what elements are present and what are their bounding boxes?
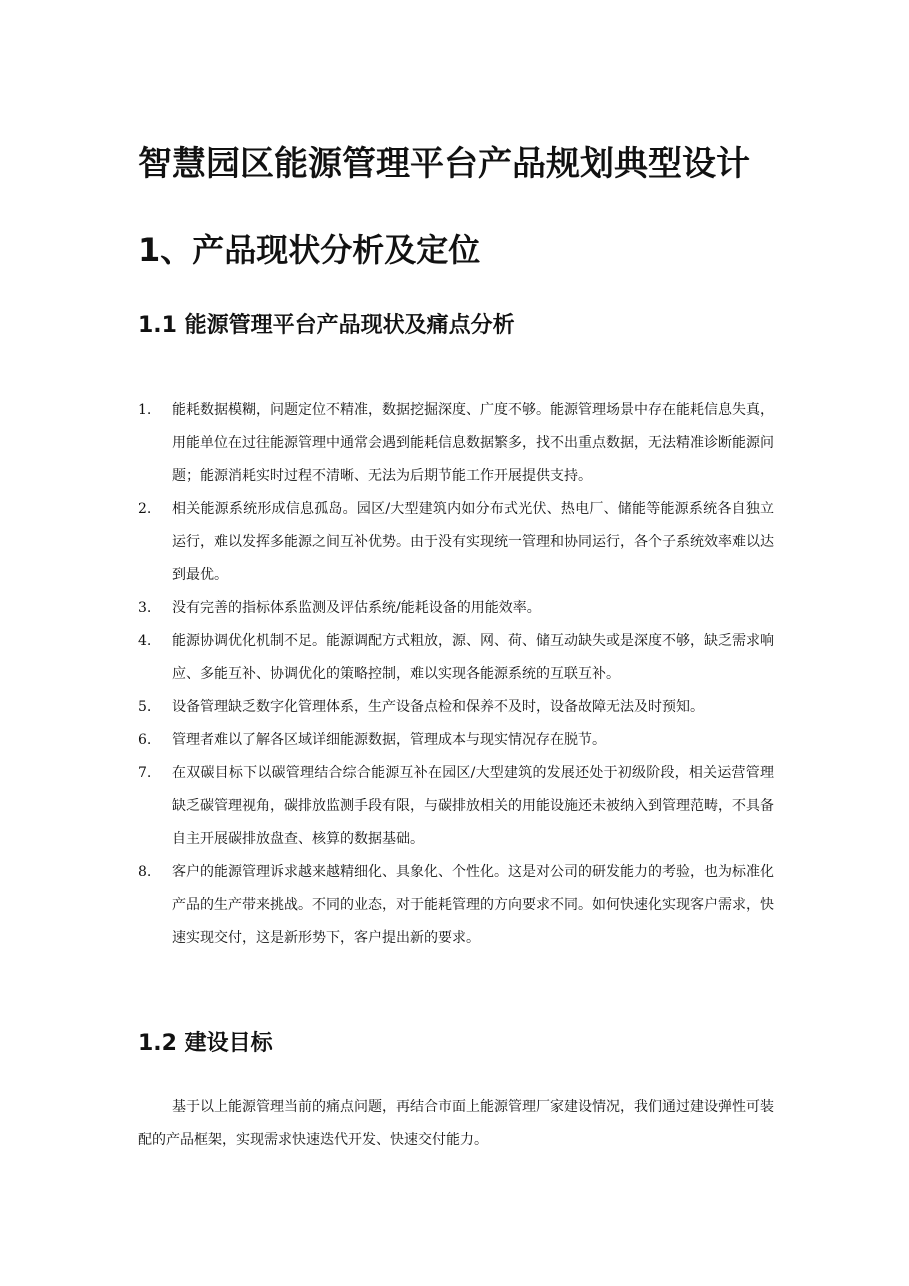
list-item-text: 相关能源系统形成信息孤岛。园区/大型建筑内如分布式光伏、热电厂、储能等能源系统各自独立运行，难以发挥多能源之间互补优势。由于没有实现统一管理和协同运行，各个子系统效率难以达到最优。 (172, 501, 774, 583)
list-item-number: 7. (138, 765, 152, 781)
list-item-number: 8. (138, 864, 152, 880)
list-item-text: 没有完善的指标体系监测及评估系统/能耗设备的用能效率。 (172, 600, 541, 616)
list-item-number: 3. (138, 600, 152, 616)
list-item (138, 493, 774, 592)
list-item-number: 6. (138, 732, 152, 748)
pain-points-list (138, 394, 774, 955)
list-item-text: 能源协调优化机制不足。能源调配方式粗放，源、网、荷、储互动缺失或是深度不够，缺乏需求响应、多能互补、协调优化的策略控制，难以实现各能源系统的互联互补。 (172, 633, 774, 682)
list-item-number: 4. (138, 633, 152, 649)
section-1-heading: 1、产品现状分析及定位 (138, 231, 481, 269)
list-item (138, 724, 774, 757)
list-item-number: 5. (138, 699, 152, 715)
list-item (138, 757, 774, 856)
list-item-number: 2. (138, 501, 152, 517)
document-title: 智慧园区能源管理平台产品规划典型设计 (138, 144, 750, 184)
list-item-text: 客户的能源管理诉求越来越精细化、具象化、个性化。这是对公司的研发能力的考验，也为标准化产品的生产带来挑战。不同的业态，对于能耗管理的方向要求不同。如何快速化实现客户需求，快速实现交付，这是新形势下，客户提出新的要求。 (172, 864, 774, 946)
section-1-1-heading: 1.1 能源管理平台产品现状及痛点分析 (138, 313, 515, 338)
list-item (138, 625, 774, 691)
section-1-2-heading: 1.2 建设目标 (138, 1031, 273, 1056)
list-item (138, 856, 774, 955)
list-item-number: 1. (138, 402, 152, 418)
goal-paragraph: 基于以上能源管理当前的痛点问题，再结合市面上能源管理厂家建设情况，我们通过建设弹性可装配的产品框架，实现需求快速迭代开发、快速交付能力。 (138, 1099, 774, 1148)
list-item (138, 592, 774, 625)
list-item (138, 691, 774, 724)
list-item-text: 能耗数据模糊，问题定位不精准，数据挖掘深度、广度不够。能源管理场景中存在能耗信息失真，用能单位在过往能源管理中通常会遇到能耗信息数据繁多，找不出重点数据，无法精准诊断能源问题；能源消耗实时过程不清晰、无法为后期节能工作开展提供支持。 (172, 402, 774, 484)
list-item-text: 设备管理缺乏数字化管理体系，生产设备点检和保养不及时，设备故障无法及时预知。 (172, 699, 704, 715)
list-item (138, 394, 774, 493)
list-item-text: 管理者难以了解各区域详细能源数据，管理成本与现实情况存在脱节。 (172, 732, 606, 748)
list-item-text: 在双碳目标下以碳管理结合综合能源互补在园区/大型建筑的发展还处于初级阶段，相关运营管理缺乏碳管理视角，碳排放监测手段有限，与碳排放相关的用能设施还未被纳入到管理范畴，不具备自主开展碳排放盘查、核算的数据基础。 (172, 765, 774, 847)
